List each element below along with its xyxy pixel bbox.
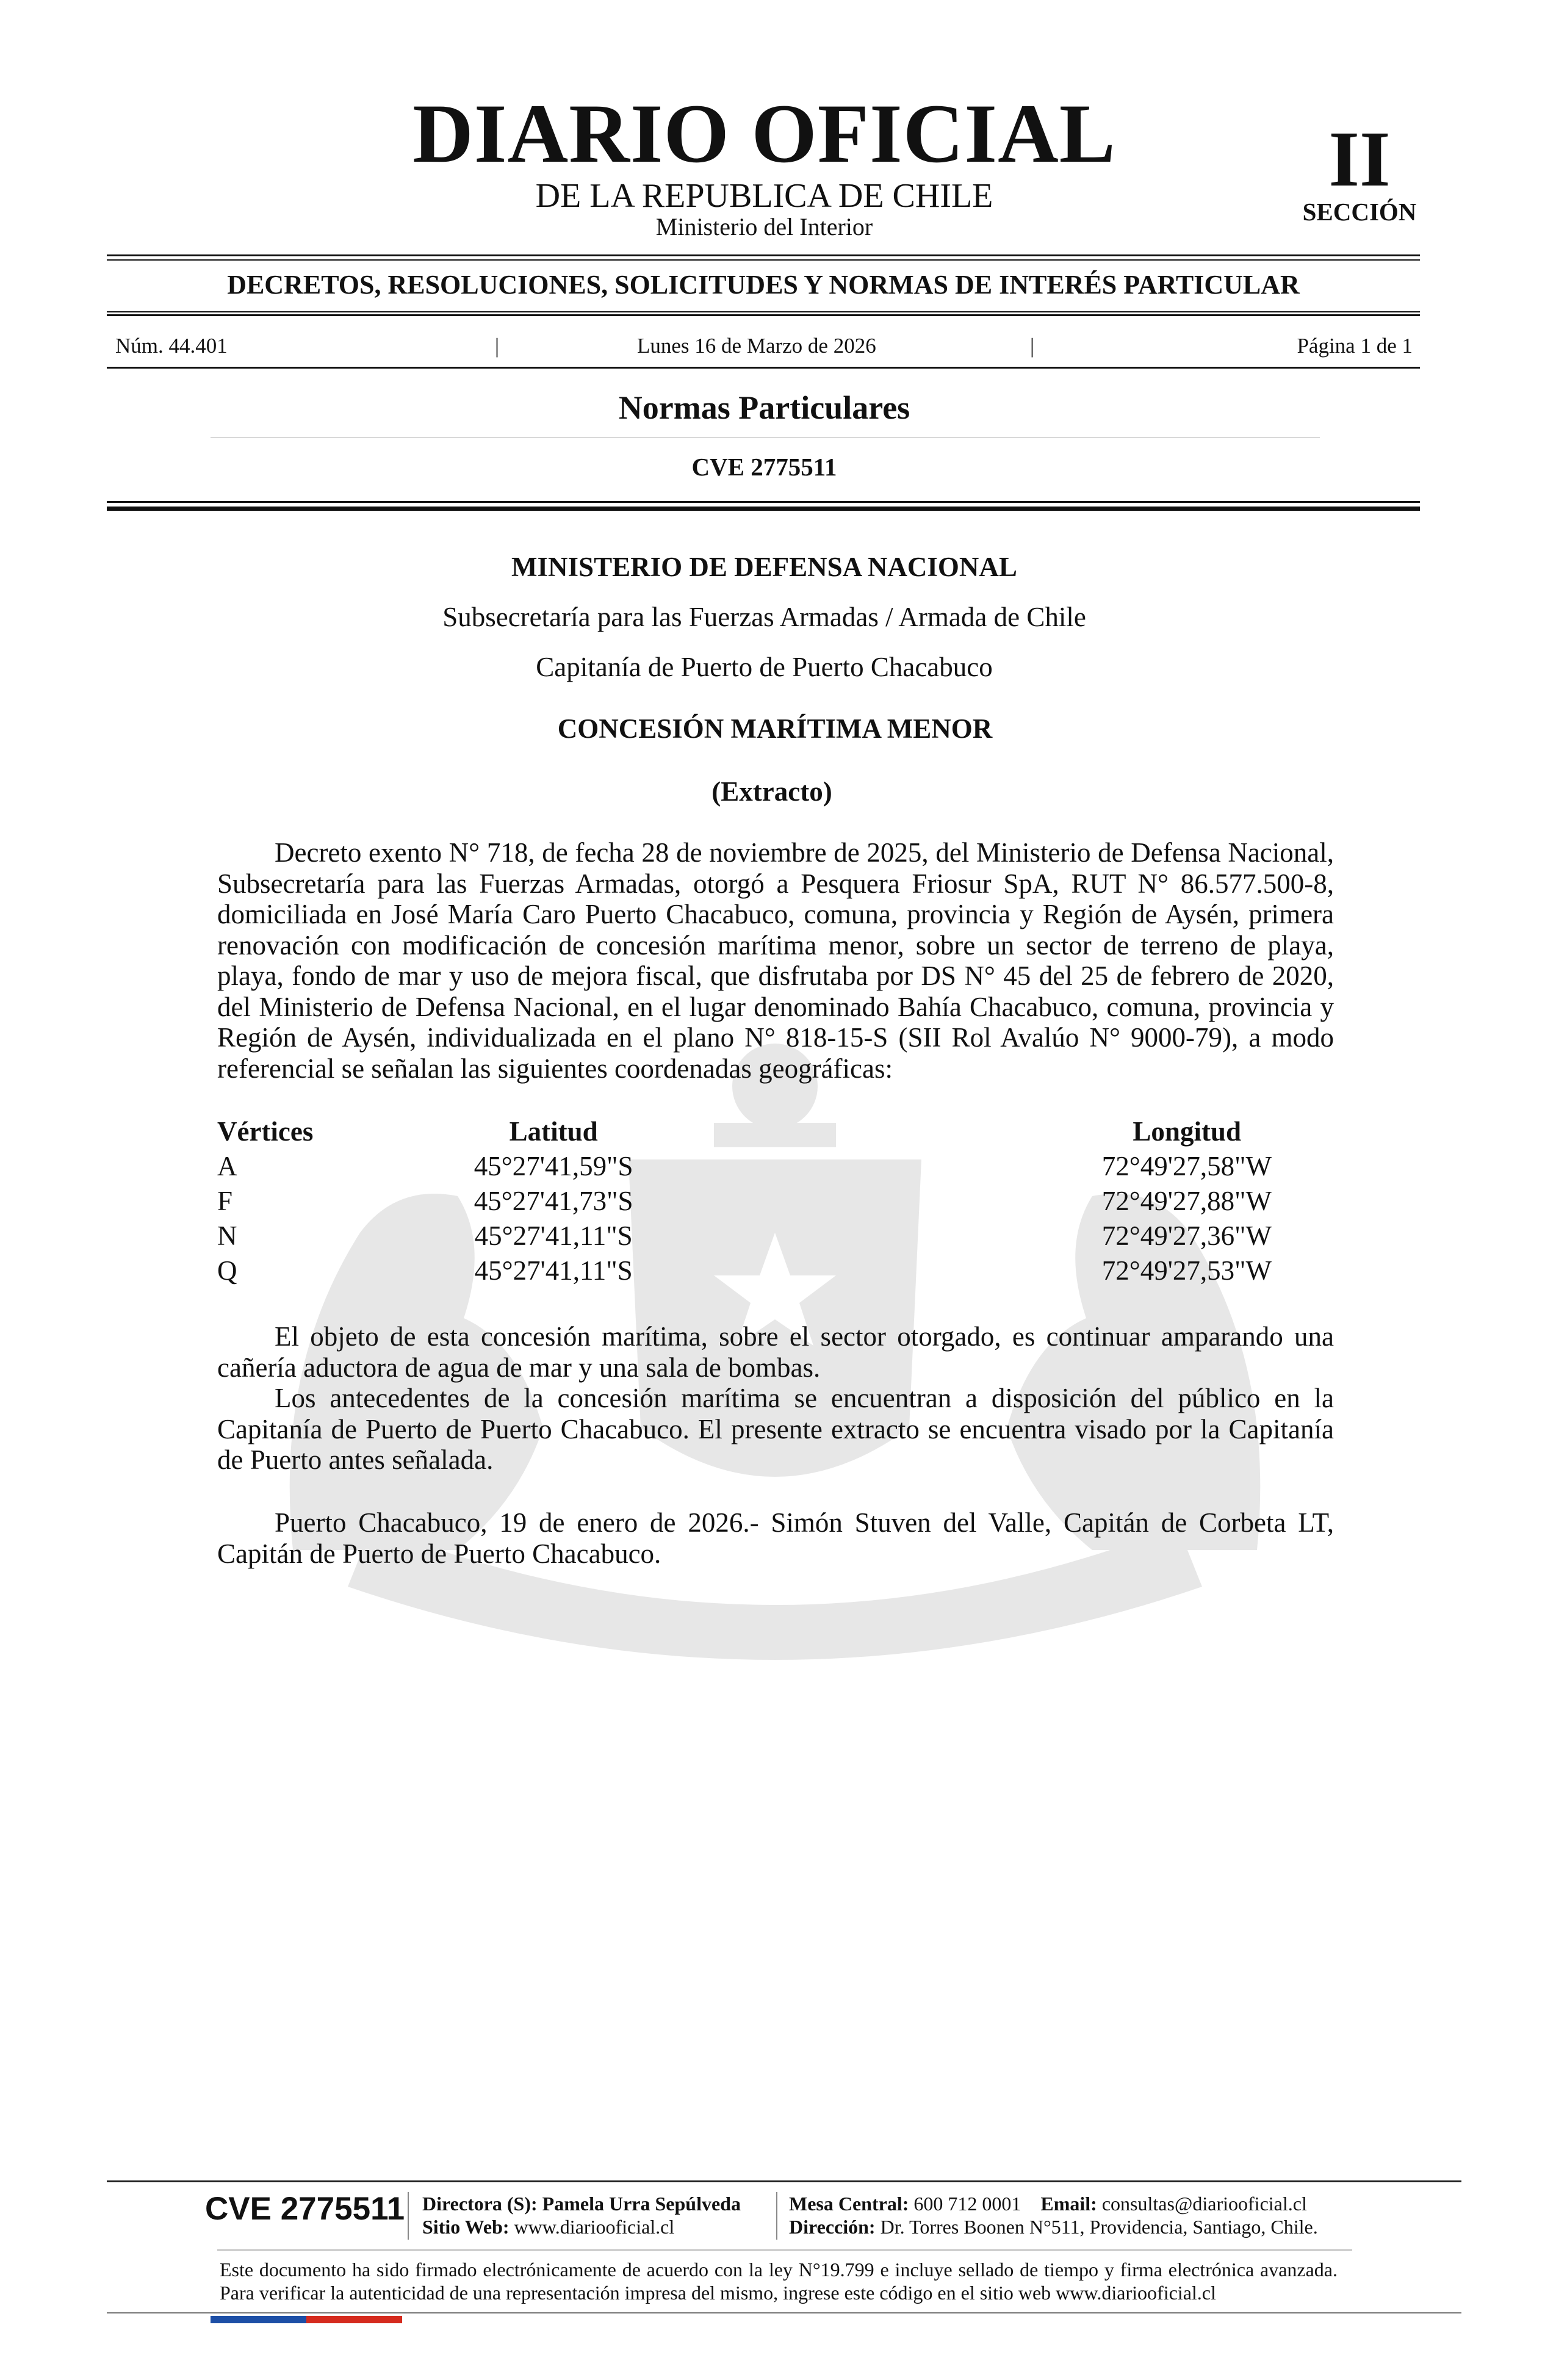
column-header-vertices: Vértices [217, 1116, 314, 1147]
website-link[interactable]: www.diariooficial.cl [514, 2216, 675, 2238]
paragraph-records: Los antecedentes de la concesión marítima se encuentran a disposición del público en la Capitanía de Puerto de Puerto Chacabuco. El presente extracto se encuentra visado por la Capitanía de Puerto antes señalada. [217, 1383, 1334, 1475]
address-value: Dr. Torres Boonen N°511, Providencia, Santiago, Chile. [880, 2216, 1318, 2238]
document-title: CONCESIÓN MARÍTIMA MENOR [557, 713, 993, 744]
masthead-title: DIARIO OFICIAL [412, 87, 1116, 180]
section-label: SECCIÓN [1302, 198, 1417, 226]
director-label: Directora (S): [422, 2193, 538, 2215]
latitude-cell: 45°27'41,11"S [474, 1221, 633, 1251]
column-header-latitude: Latitud [509, 1116, 598, 1147]
issue-date: Lunes 16 de Marzo de 2026 [637, 334, 876, 358]
table-row [217, 1222, 1334, 1257]
paragraph-decree: Decreto exento N° 718, de fecha 28 de noviembre de 2025, del Ministerio de Defensa Nacional, Subsecretaría para las Fuerzas Armadas, otorgó a Pesquera Friosur SpA, RUT N° 86.577.500-8, domiciliada en José María Caro Puerto Chacabuco, comuna, provincia y Región de Aysén, primera renovación con modificación de concesión marítima menor, sobre un sector de terreno de playa, playa, fondo de mar y uso de mejora fiscal, que disfrutaba por DS N° 45 del 25 de febrero de 2020, del Ministerio de Defensa Nacional, en el lugar denominado Bahía Chacabuco, comuna, provincia y Región de Aysén, individualizada en el plano N° 818-15-S (SII Rol Avalúo N° 9000-79), a modo referencial se señalan las siguientes coordenadas geográficas: [217, 837, 1334, 1084]
table-row [217, 1153, 1334, 1188]
footer-contact-right [789, 2192, 1318, 2238]
address-label: Dirección: [789, 2216, 876, 2238]
issue-number: Núm. 44.401 [115, 334, 228, 358]
footer-divider [217, 2249, 1352, 2251]
footer-cve-code: CVE 2775511 [205, 2191, 405, 2227]
longitude-cell: 72°49'27,53"W [1101, 1255, 1272, 1286]
column-header-longitude: Longitud [1133, 1116, 1241, 1147]
paragraph-object: El objeto de esta concesión marítima, sobre el sector otorgado, es continuar amparando una cañería aductora de agua de mar y una sala de bombas. [217, 1321, 1334, 1383]
document-capitania: Capitanía de Puerto de Puerto Chacabuco [536, 652, 993, 682]
phone-number: 600 712 0001 [913, 2193, 1021, 2215]
vertex-cell: N [217, 1221, 237, 1251]
masthead-rule-top [107, 254, 1420, 256]
masthead-rule-top-thin [107, 259, 1420, 261]
flag-stripe-blue [211, 2316, 306, 2323]
document-subtitle: (Extracto) [711, 776, 832, 807]
coordinates-table [217, 1118, 1334, 1292]
director-name: Pamela Urra Sepúlveda [542, 2193, 741, 2215]
legal-notice: Este documento ha sido firmado electrónicamente de acuerdo con la ley N°19.799 e incluye sellado de tiempo y firma electrónica avanzada. Para verificar la autenticidad de una representación impresa del mismo, ingrese este código en el sitio web www.diariooficial.cl [220, 2259, 1338, 2304]
table-row [217, 1188, 1334, 1222]
latitude-cell: 45°27'41,59"S [474, 1151, 633, 1181]
cve-rule-thick [107, 507, 1420, 511]
section-heading: Normas Particulares [618, 389, 910, 426]
info-rule [107, 367, 1420, 369]
footer-rule [107, 2180, 1461, 2182]
flag-stripe-red [306, 2316, 402, 2323]
footer-separator [776, 2192, 777, 2240]
cve-rule-thin [107, 501, 1420, 503]
paragraph-signature: Puerto Chacabuco, 19 de enero de 2026.- Simón Stuven del Valle, Capitán de Corbeta LT, Capitán de Puerto de Puerto Chacabuco. [217, 1507, 1334, 1569]
table-header-row [217, 1118, 1334, 1153]
vertex-cell: F [217, 1186, 233, 1216]
latitude-cell: 45°27'41,73"S [474, 1186, 633, 1216]
document-ministry: MINISTERIO DE DEFENSA NACIONAL [511, 552, 1017, 582]
cve-code: CVE 2775511 [691, 453, 837, 481]
masthead-subtitle: DE LA REPUBLICA DE CHILE [535, 177, 993, 215]
longitude-cell: 72°49'27,58"W [1101, 1151, 1272, 1181]
heading-divider [211, 437, 1320, 438]
masthead-ministry: Ministerio del Interior [655, 213, 873, 240]
phone-label: Mesa Central: [789, 2193, 909, 2215]
info-separator: | [495, 334, 500, 358]
longitude-cell: 72°49'27,88"W [1101, 1186, 1272, 1216]
footer-contact-left [422, 2192, 741, 2238]
band-rule [107, 314, 1420, 316]
footer-separator [408, 2192, 409, 2240]
latitude-cell: 45°27'41,11"S [474, 1255, 633, 1286]
table-row [217, 1257, 1334, 1292]
band-title: DECRETOS, RESOLUCIONES, SOLICITUDES Y NORMAS DE INTERÉS PARTICULAR [227, 270, 1300, 300]
email-label: Email: [1040, 2193, 1097, 2215]
section-number: II [1328, 115, 1391, 203]
longitude-cell: 72°49'27,36"W [1101, 1221, 1272, 1251]
page-number: Página 1 de 1 [1297, 334, 1413, 358]
band-rule-thin [107, 311, 1420, 312]
info-separator: | [1030, 334, 1035, 358]
vertex-cell: A [217, 1151, 237, 1181]
footer-bottom-rule [107, 2312, 1461, 2313]
vertex-cell: Q [217, 1255, 237, 1286]
website-label: Sitio Web: [422, 2216, 510, 2238]
email-link[interactable]: consultas@diariooficial.cl [1101, 2193, 1307, 2215]
document-subsecretaria: Subsecretaría para las Fuerzas Armadas / Armada de Chile [442, 602, 1086, 632]
